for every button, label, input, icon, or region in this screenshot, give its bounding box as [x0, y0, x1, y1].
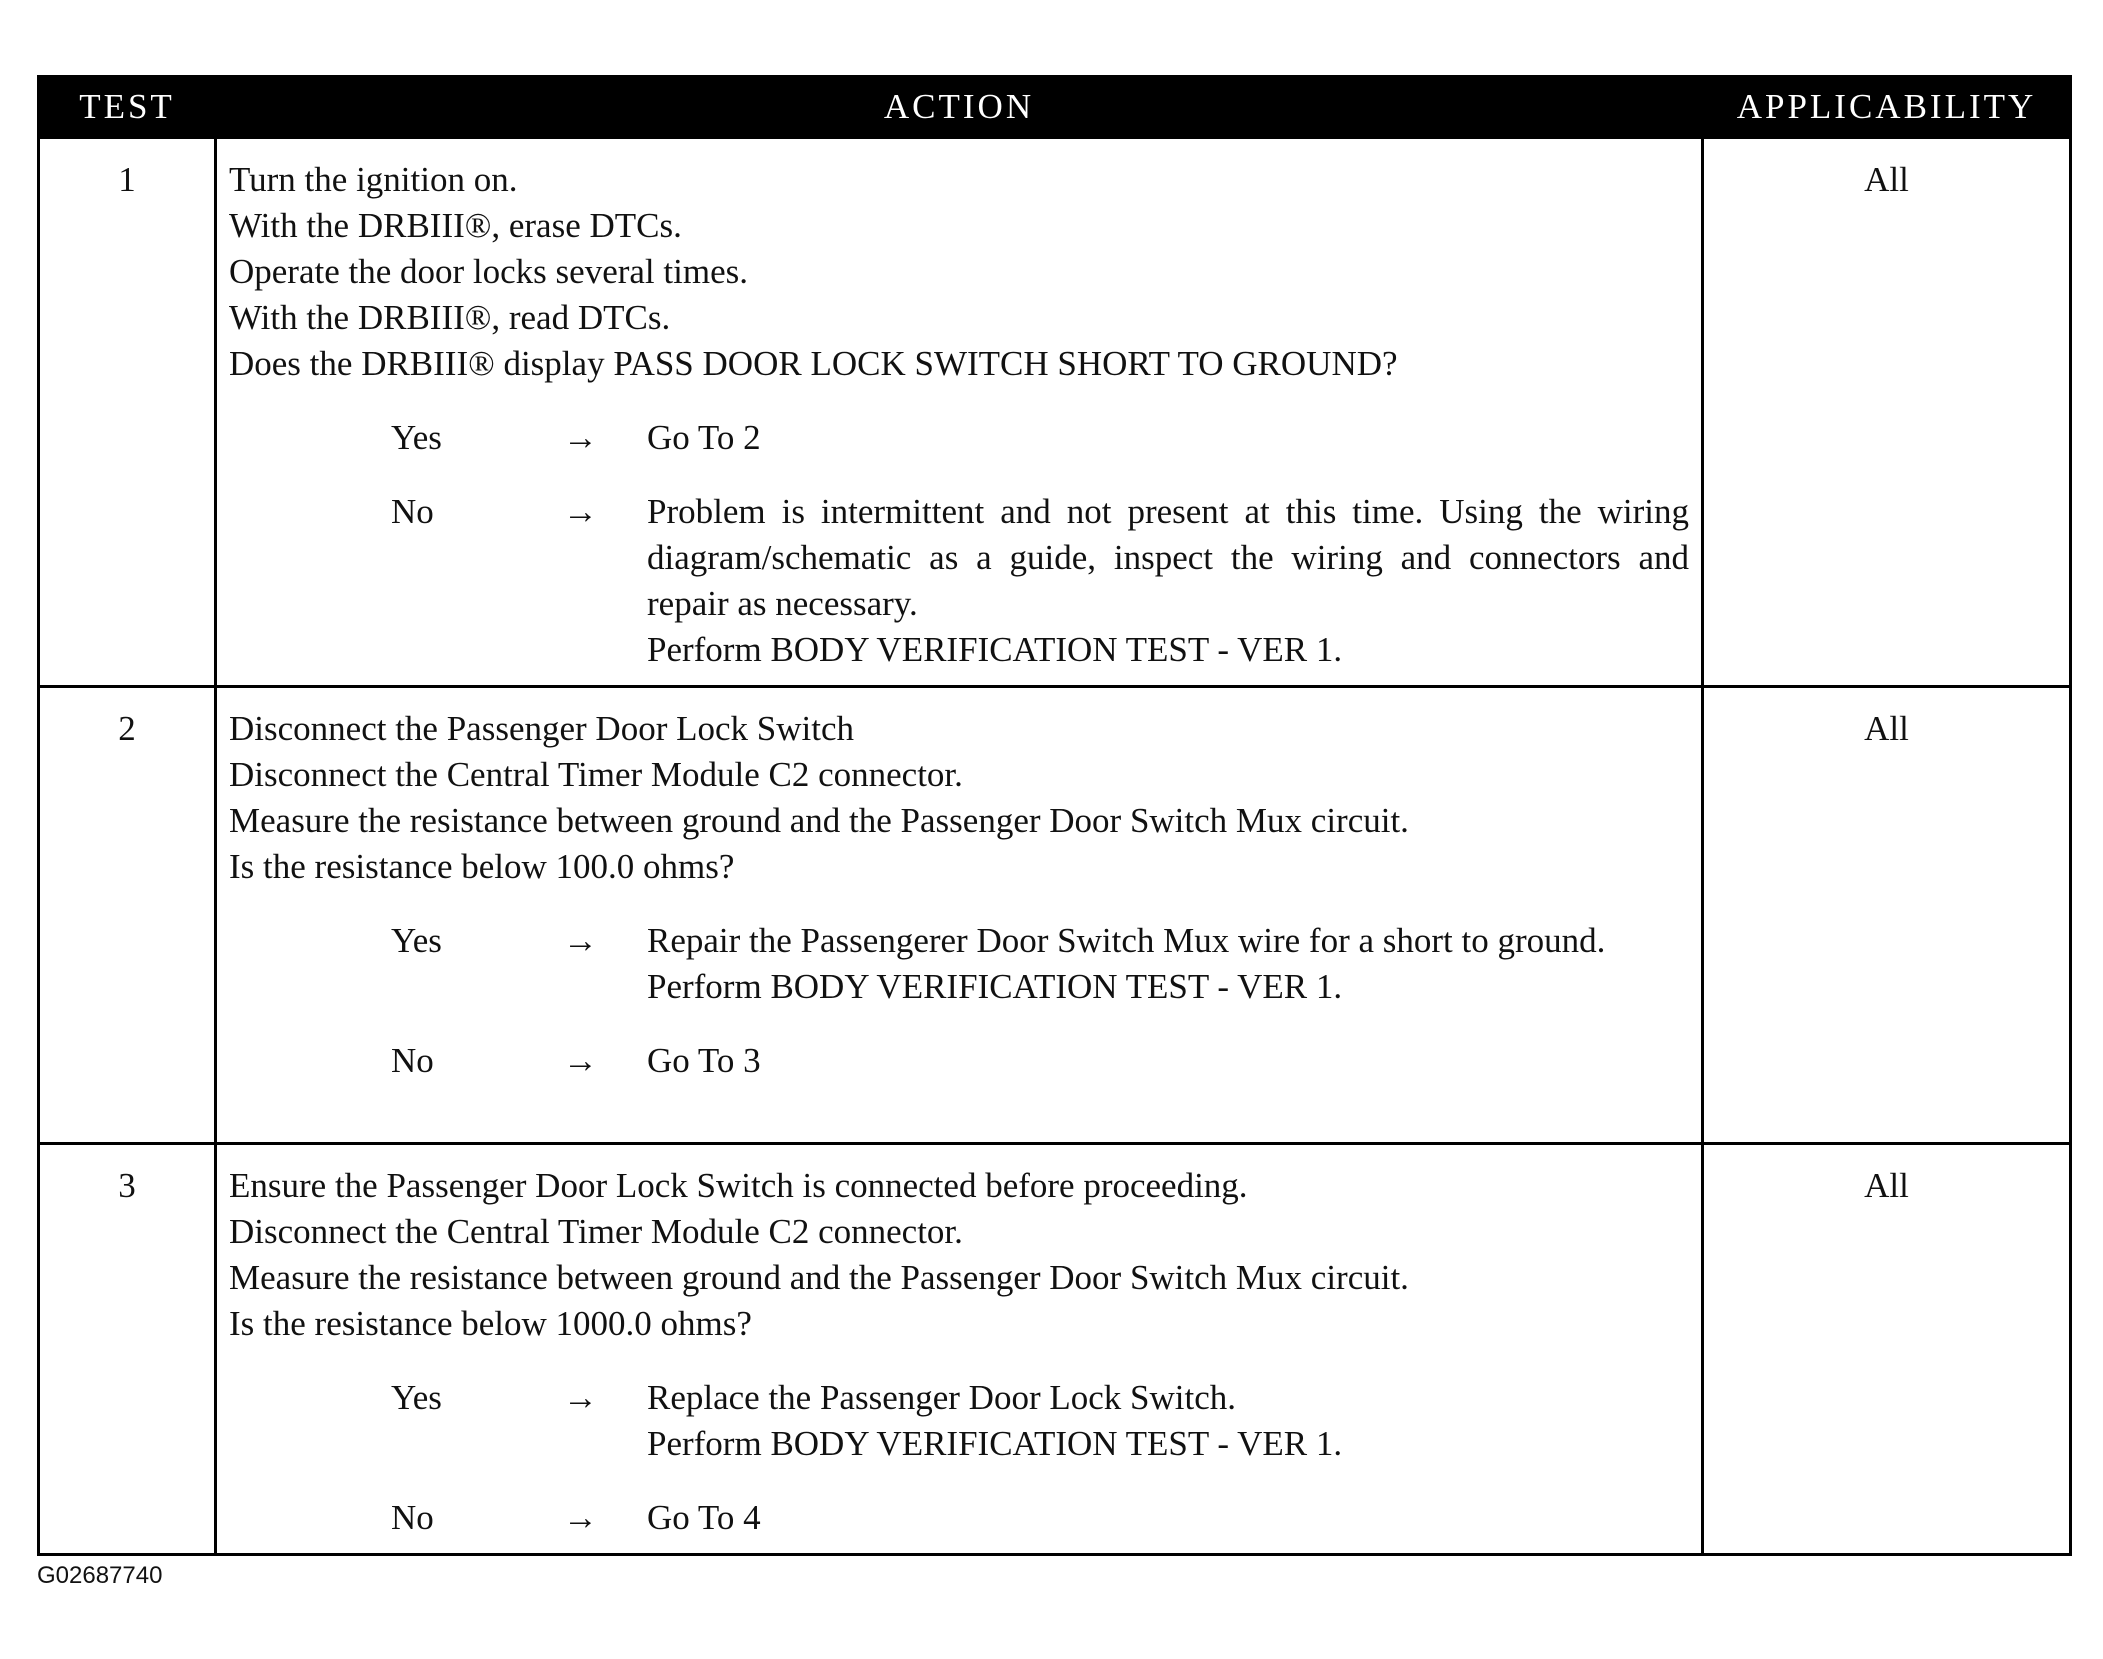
result-line: Repair the Passengerer Door Switch Mux wire for a short to ground.	[647, 921, 1606, 960]
action-step: Measure the resistance between ground and the Passenger Door Switch Mux circuit.	[229, 1258, 1409, 1297]
result-line: Go To 4	[647, 1498, 761, 1537]
no-label: No	[391, 492, 434, 531]
action-step: Ensure the Passenger Door Lock Switch is connected before proceeding.	[229, 1166, 1248, 1205]
header-action: ACTION	[216, 77, 1703, 138]
action-step: Disconnect the Central Timer Module C2 connector.	[229, 1212, 963, 1251]
yes-text	[647, 1375, 1689, 1467]
yes-label: Yes	[391, 418, 442, 457]
action-step: Disconnect the Central Timer Module C2 connector.	[229, 755, 963, 794]
test-number: 2	[39, 687, 216, 1144]
action-step: Operate the door locks several times.	[229, 252, 748, 291]
action-step: With the DRBIII®, read DTCs.	[229, 298, 671, 337]
no-text	[647, 1038, 1689, 1084]
yes-result	[229, 918, 1689, 1010]
applicability-cell: All	[1703, 687, 2071, 1144]
action-cell	[216, 138, 1703, 687]
yes-text	[647, 918, 1689, 1010]
test-row-3	[39, 1144, 2071, 1555]
no-result	[229, 489, 1689, 673]
arrow-icon: →	[563, 492, 598, 531]
applicability-cell: All	[1703, 138, 2071, 687]
arrow-icon: →	[563, 921, 598, 960]
action-cell	[216, 687, 1703, 1144]
action-step: With the DRBIII®, erase DTCs.	[229, 206, 682, 245]
action-step: Is the resistance below 100.0 ohms?	[229, 847, 735, 886]
test-row-2	[39, 687, 2071, 1144]
result-line: Go To 3	[647, 1041, 761, 1080]
action-step: Disconnect the Passenger Door Lock Switch	[229, 709, 854, 748]
action-step: Is the resistance below 1000.0 ohms?	[229, 1304, 752, 1343]
no-result	[229, 1495, 1689, 1541]
result-line: Go To 2	[647, 418, 761, 457]
yes-result	[229, 415, 1689, 461]
arrow-icon: →	[563, 1498, 598, 1537]
header-test: TEST	[39, 77, 216, 138]
action-step: Turn the ignition on.	[229, 160, 518, 199]
no-result	[229, 1038, 1689, 1084]
result-line: Problem is intermittent and not present at this time. Using the wiring diagram/schematic as a guide, inspect the wiring and connectors and repair as necessary.	[647, 492, 1689, 623]
no-label: No	[391, 1041, 434, 1080]
no-label: No	[391, 1498, 434, 1537]
test-row-1	[39, 138, 2071, 687]
no-text	[647, 1495, 1689, 1541]
action-step: Does the DRBIII® display PASS DOOR LOCK SWITCH SHORT TO GROUND?	[229, 344, 1398, 383]
result-line: Perform BODY VERIFICATION TEST - VER 1.	[647, 967, 1343, 1006]
arrow-icon: →	[563, 1041, 598, 1080]
header-applicability: APPLICABILITY	[1703, 77, 2071, 138]
no-text	[647, 489, 1689, 673]
header-row	[39, 77, 2071, 138]
action-step: Measure the resistance between ground and the Passenger Door Switch Mux circuit.	[229, 801, 1409, 840]
applicability-cell: All	[1703, 1144, 2071, 1555]
yes-label: Yes	[391, 921, 442, 960]
arrow-icon: →	[563, 1378, 598, 1417]
result-line: Replace the Passenger Door Lock Switch.	[647, 1378, 1237, 1417]
yes-result	[229, 1375, 1689, 1467]
result-line: Perform BODY VERIFICATION TEST - VER 1.	[647, 1424, 1343, 1463]
action-cell	[216, 1144, 1703, 1555]
test-number: 3	[39, 1144, 216, 1555]
figure-code: G02687740	[37, 1562, 163, 1589]
yes-label: Yes	[391, 1378, 442, 1417]
result-line: Perform BODY VERIFICATION TEST - VER 1.	[647, 630, 1343, 669]
yes-text	[647, 415, 1689, 461]
diagnostic-table	[37, 75, 2072, 1556]
arrow-icon: →	[563, 418, 598, 457]
test-number: 1	[39, 138, 216, 687]
